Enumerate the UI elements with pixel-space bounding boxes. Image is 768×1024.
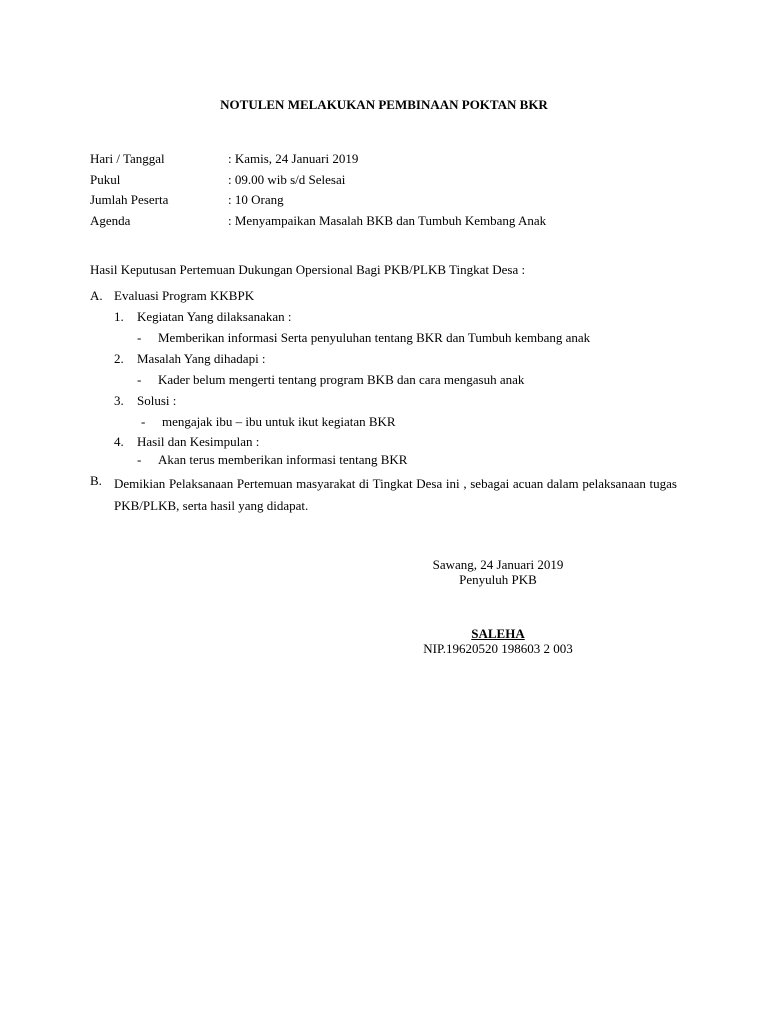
item-bullet: Memberikan informasi Serta penyuluhan tentang BKR dan Tumbuh kembang anak	[158, 330, 591, 345]
item-dash: -	[137, 330, 142, 345]
item-bullet: Akan terus memberikan informasi tentang BKR	[158, 452, 408, 467]
signature-nip: NIP.19620520 198603 2 003	[423, 641, 573, 656]
info-label-date: Hari / Tanggal	[90, 151, 165, 166]
section-b-text: Demikian Pelaksanaan Pertemuan masyarakat di Tingkat Desa ini , sebagai acuan dalam pelaksanaan tugas PKB/PLKB, serta hasil yang didapat.	[114, 476, 677, 513]
document-title: NOTULEN MELAKUKAN PEMBINAAN POKTAN BKR	[220, 97, 548, 112]
section-b-marker: B.	[90, 473, 102, 488]
signature-name: SALEHA	[471, 626, 525, 641]
info-label-time: Pukul	[90, 172, 121, 187]
info-value-participants: : 10 Orang	[228, 192, 284, 207]
item-dash: -	[137, 372, 142, 387]
item-label: Solusi :	[137, 393, 177, 408]
info-value-date: : Kamis, 24 Januari 2019	[228, 151, 359, 166]
signature-place-date: Sawang, 24 Januari 2019	[432, 557, 564, 572]
section-a-marker: A.	[90, 288, 103, 303]
item-dash: -	[137, 452, 142, 467]
item-dash: -	[141, 414, 146, 429]
item-number: 1.	[114, 309, 124, 324]
info-value-agenda: : Menyampaikan Masalah BKB dan Tumbuh Kembang Anak	[228, 213, 547, 228]
item-number: 2.	[114, 351, 124, 366]
item-bullet: Kader belum mengerti tentang program BKB dan cara mengasuh anak	[158, 372, 525, 387]
item-number: 4.	[114, 434, 124, 449]
info-label-agenda: Agenda	[90, 213, 131, 228]
intro-text: Hasil Keputusan Pertemuan Dukungan Opersional Bagi PKB/PLKB Tingkat Desa :	[90, 262, 526, 277]
item-label: Hasil dan Kesimpulan :	[137, 434, 260, 449]
item-bullet: mengajak ibu – ibu untuk ikut kegiatan BKR	[162, 414, 396, 429]
signature-role: Penyuluh PKB	[459, 572, 537, 587]
info-label-participants: Jumlah Peserta	[90, 192, 169, 207]
item-label: Masalah Yang dihadapi :	[137, 351, 266, 366]
section-a-heading: Evaluasi Program KKBPK	[114, 288, 255, 303]
info-value-time: : 09.00 wib s/d Selesai	[228, 172, 346, 187]
item-number: 3.	[114, 393, 124, 408]
item-label: Kegiatan Yang dilaksanakan :	[137, 309, 292, 324]
